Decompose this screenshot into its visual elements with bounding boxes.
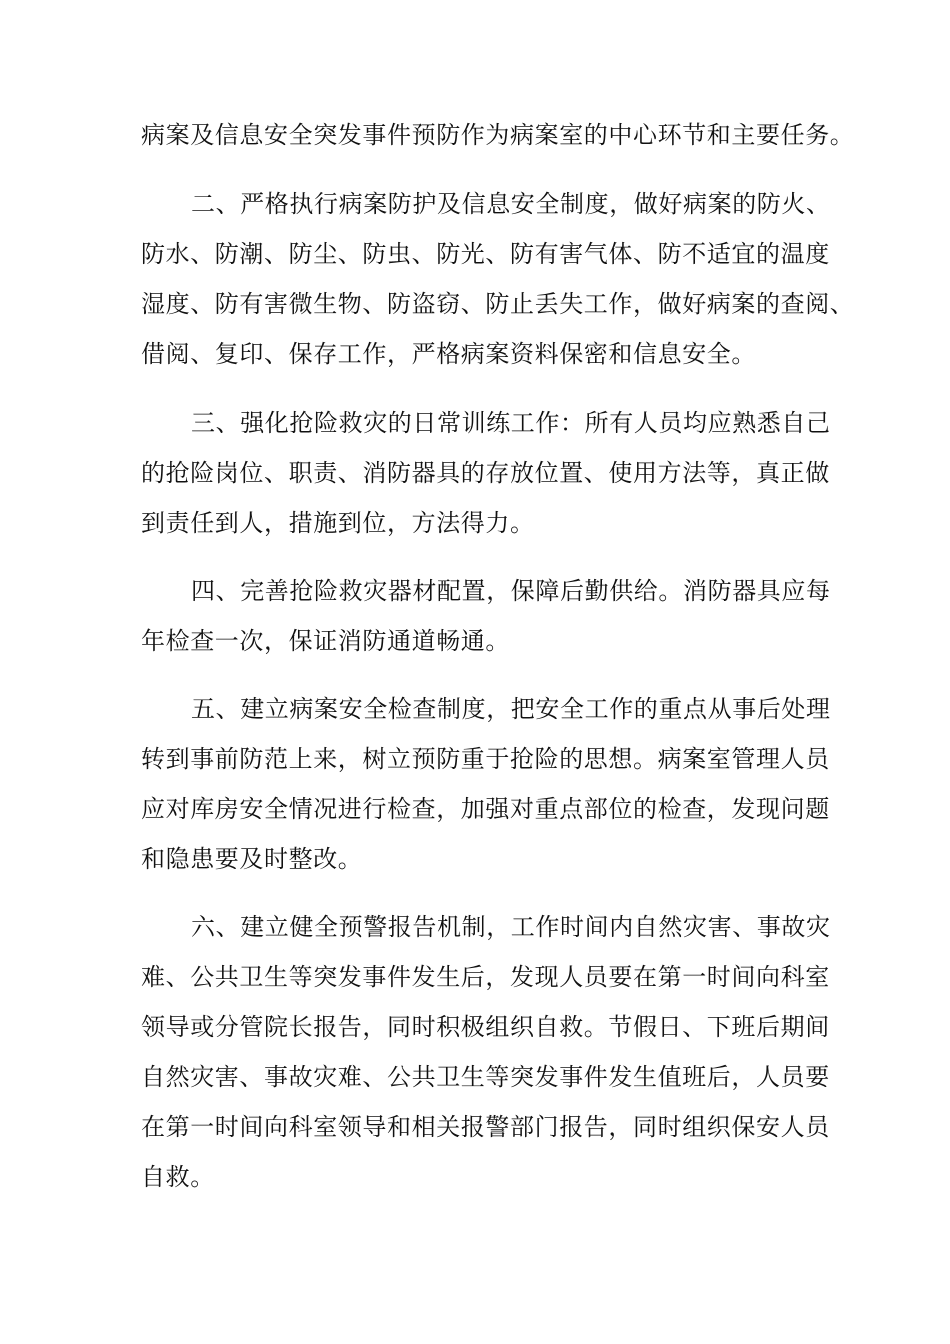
paragraph-line: 年检查一次，保证消防通道畅通。 bbox=[141, 627, 510, 655]
paragraph-line: 湿度、防有害微生物、防盗窃、防止丢失工作，做好病案的查阅、 bbox=[141, 290, 855, 318]
paragraph-line: 自救。 bbox=[141, 1163, 215, 1191]
paragraph-line: 六、建立健全预警报告机制，工作时间内自然灾害、事故灾 bbox=[191, 913, 831, 941]
paragraph-line: 应对库房安全情况进行检查，加强对重点部位的检查，发现问题 bbox=[141, 795, 830, 823]
paragraph-line: 转到事前防范上来，树立预防重于抢险的思想。病案室管理人员 bbox=[141, 745, 830, 773]
paragraph-line: 防水、防潮、防尘、防虫、防光、防有害气体、防不适宜的温度 bbox=[141, 240, 830, 268]
paragraph-line: 病案及信息安全突发事件预防作为病案室的中心环节和主要任务。 bbox=[141, 121, 855, 149]
paragraph-line: 四、完善抢险救灾器材配置，保障后勤供给。消防器具应每 bbox=[191, 577, 831, 605]
paragraph-line: 领导或分管院长报告，同时积极组织自救。节假日、下班后期间 bbox=[141, 1013, 830, 1041]
paragraph-line: 五、建立病案安全检查制度，把安全工作的重点从事后处理 bbox=[191, 695, 831, 723]
paragraph-line: 的抢险岗位、职责、消防器具的存放位置、使用方法等，真正做 bbox=[141, 459, 830, 487]
paragraph-line: 自然灾害、事故灾难、公共卫生等突发事件发生值班后，人员要 bbox=[141, 1063, 830, 1091]
paragraph-line: 二、严格执行病案防护及信息安全制度，做好病案的防火、 bbox=[191, 190, 831, 218]
paragraph-line: 到责任到人，措施到位，方法得力。 bbox=[141, 509, 535, 537]
paragraph-line: 难、公共卫生等突发事件发生后，发现人员要在第一时间向科室 bbox=[141, 963, 830, 991]
paragraph-line: 借阅、复印、保存工作，严格病案资料保密和信息安全。 bbox=[141, 340, 756, 368]
paragraph-line: 在第一时间向科室领导和相关报警部门报告，同时组织保安人员 bbox=[141, 1113, 830, 1141]
paragraph-line: 三、强化抢险救灾的日常训练工作：所有人员均应熟悉自己 bbox=[191, 409, 831, 437]
paragraph-line: 和隐患要及时整改。 bbox=[141, 845, 363, 873]
